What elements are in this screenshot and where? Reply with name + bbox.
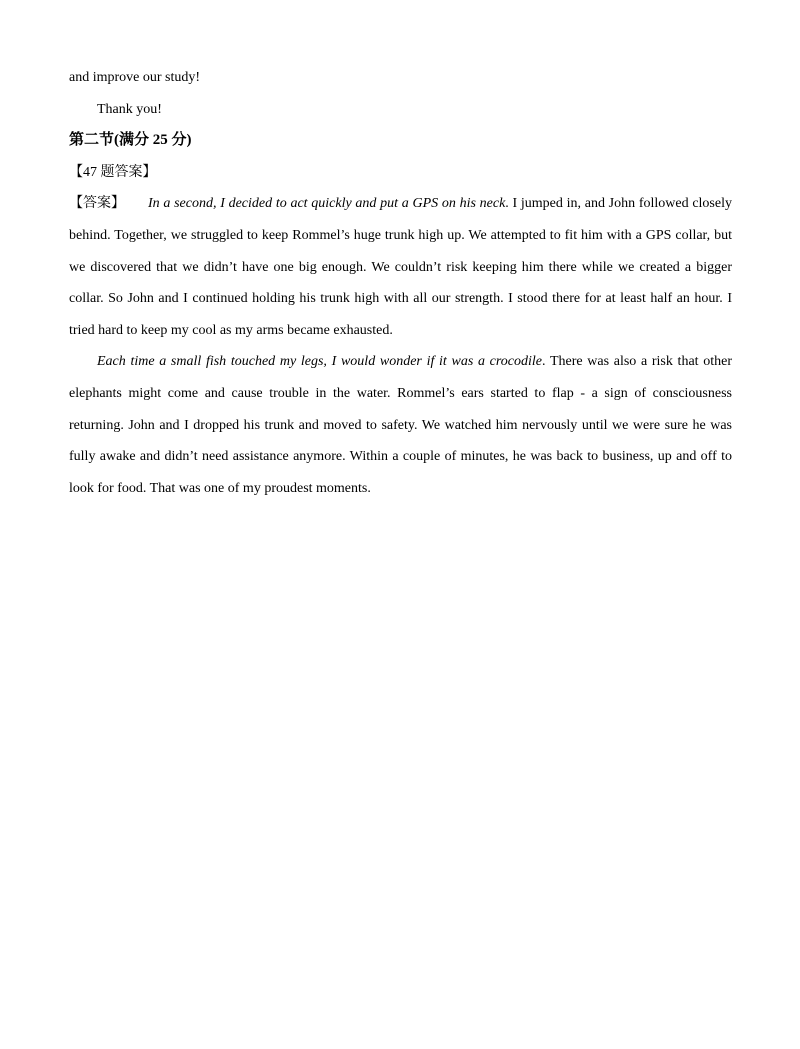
answer-italic-lead-1: In a second, I decided to act quickly and put a GPS on his neck <box>148 196 506 212</box>
document-page <box>69 62 732 504</box>
answer-italic-lead-2: Each time a small fish touched my legs, I would wonder if it was a crocodile <box>97 354 543 370</box>
continuation-line: and improve our study! <box>69 70 201 85</box>
answer-paragraph-2 <box>69 346 732 504</box>
section-heading: 第二节(满分 25 分) <box>69 132 192 149</box>
answer-paragraph-1 <box>69 188 732 346</box>
thanks-line: Thank you! <box>97 101 162 117</box>
question-tag: 【47 题答案】 <box>69 164 157 180</box>
answer-text-2: . There was also a risk that other elephants might come and cause trouble in the water. Rommel’s ears started to flap - a sign of consciousness returning. John and I dropped his trunk and moved to safety. We watched him nervously until we were sure he was fully awake and didn’t need assistance anymore. Within a couple of minutes, he was back to business, up and off to look for food. That was one of my proudest moments. <box>69 354 733 496</box>
answer-label: 【答案】 <box>69 196 125 212</box>
answer-text-1: . I jumped in, and John followed closely behind. Together, we struggled to keep Rommel’s huge trunk high up. We attempted to fit him with a GPS collar, but we discovered that we didn’t have one big enough. We couldn’t risk keeping him there while we created a bigger collar. So John and I continued holding his trunk high with all our strength. I stood there for at least half an hour. I tried hard to keep my cool as my arms became exhausted. <box>69 196 732 338</box>
